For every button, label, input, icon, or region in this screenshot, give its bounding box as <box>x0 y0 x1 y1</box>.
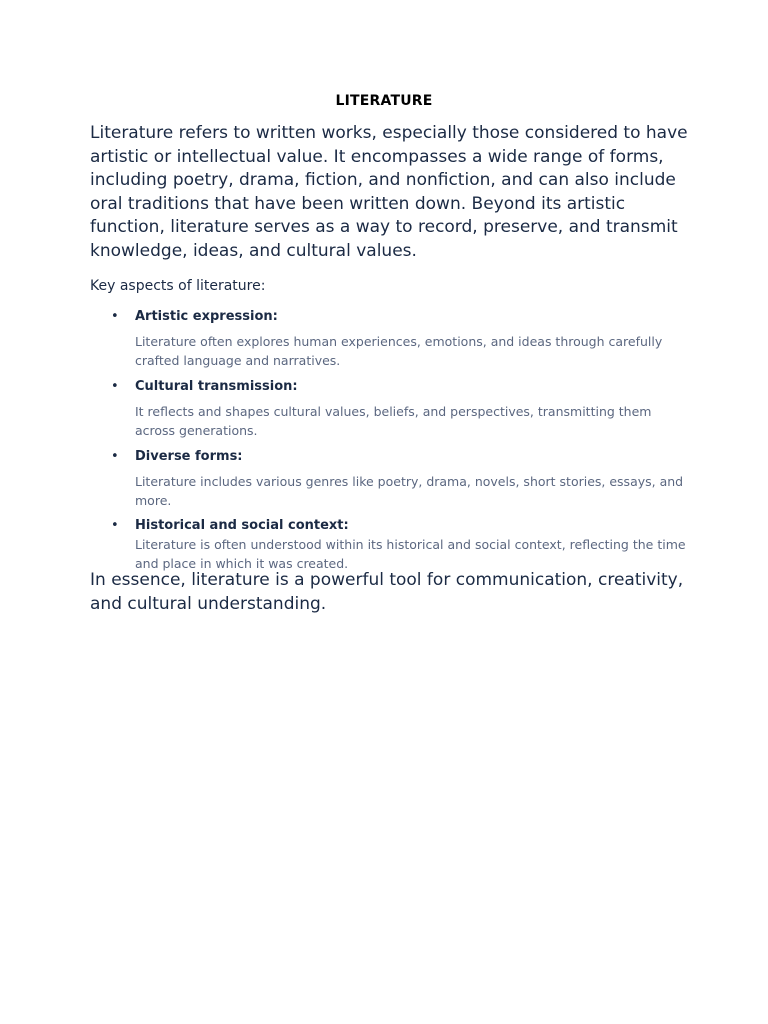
bullet-icon: • <box>111 379 119 394</box>
conclusion-paragraph: In essence, literature is a powerful tool for communication, creativity, and cultural understanding. <box>90 570 684 614</box>
aspect-description-artistic-expression: Literature often explores human experiences, emotions, and ideas through carefully crafted language and narratives. <box>135 334 663 368</box>
aspect-title-historical-social-context: Historical and social context: <box>135 518 349 533</box>
aspect-title-artistic-expression: Artistic expression: <box>135 309 278 324</box>
aspect-description-diverse-forms: Literature includes various genres like poetry, drama, novels, short stories, essays, and more. <box>135 474 684 508</box>
aspect-title-cultural-transmission: Cultural transmission: <box>135 379 298 394</box>
aspect-title-diverse-forms: Diverse forms: <box>135 449 243 464</box>
key-aspects-heading: Key aspects of literature: <box>90 278 266 294</box>
document-title: LITERATURE <box>335 93 433 109</box>
bullet-icon: • <box>111 449 119 464</box>
bullet-icon: • <box>111 309 119 324</box>
aspect-description-cultural-transmission: It reflects and shapes cultural values, beliefs, and perspectives, transmitting them across generations. <box>135 404 652 438</box>
aspect-description-historical-social-context: Literature is often understood within its historical and social context, reflecting the time and place in which it was created. <box>135 537 686 571</box>
bullet-icon: • <box>111 518 119 533</box>
intro-paragraph: Literature refers to written works, especially those considered to have artistic or intellectual value. It encompasses a wide range of forms, including poetry, drama, fiction, and nonfiction, and can also include oral traditions that have been written down. Beyond its artistic function, literature serves as a way to record, preserve, and transmit knowledge, ideas, and cultural values. <box>90 123 688 261</box>
